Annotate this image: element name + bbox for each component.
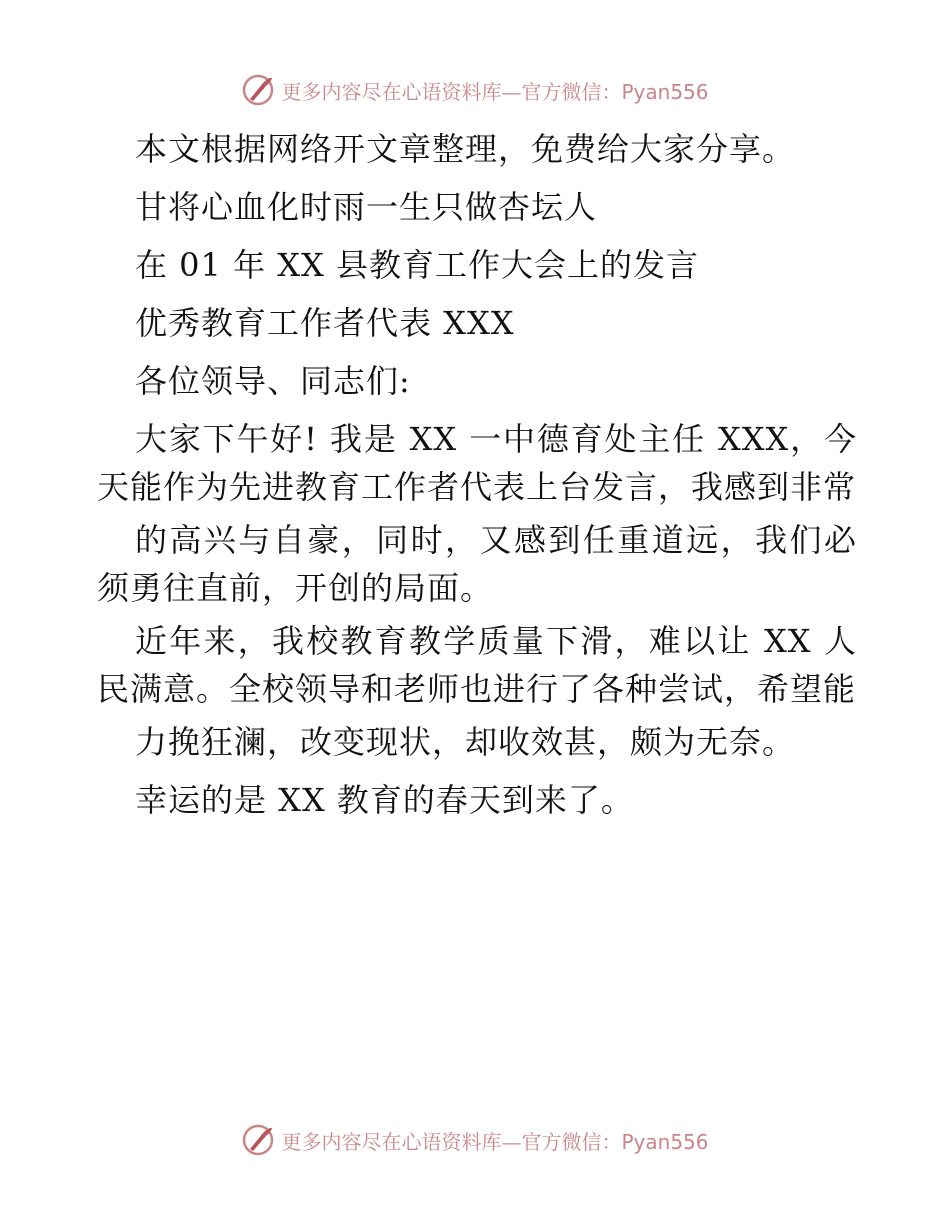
salutation: 各位领导、同志们: [135, 362, 411, 400]
quill-logo-icon [241, 1123, 275, 1157]
footer-watermark [0, 1120, 950, 1160]
paragraph: 力挽狂澜，改变现状，却收效甚，颇为无奈。 [135, 723, 796, 761]
speaker-line: 优秀教育工作者代表 XXX [135, 304, 515, 342]
quill-logo-icon [241, 73, 275, 107]
paragraph: 大家下午好! 我是 XX 一中德育处主任 XXX，今天能作为先进教育工作者代表上台发言，我感到非常 [97, 420, 857, 506]
paragraph: 近年来，我校教育教学质量下滑，难以让 XX 人民满意。全校领导和老师也进行了各种尝试，希望能 [97, 622, 857, 708]
watermark-wechat-id: Pyan556 [621, 1129, 709, 1154]
watermark-wechat-id: Pyan556 [621, 79, 709, 104]
watermark-text: 更多内容尽在心语资料库—官方微信：Pyan556 [281, 1129, 709, 1154]
watermark-text: 更多内容尽在心语资料库—官方微信：Pyan556 [281, 79, 709, 104]
closing-line: 幸运的是 XX 教育的春天到来了。 [135, 781, 634, 819]
document-body [97, 120, 857, 829]
paragraph: 的高兴与自豪，同时，又感到任重道远，我们必须勇往直前，开创的局面。 [97, 521, 857, 607]
document-subtitle: 在 01 年 XX 县教育工作大会上的发言 [135, 246, 699, 284]
header-watermark [0, 70, 950, 110]
intro-line: 本文根据网络开文章整理，免费给大家分享。 [135, 130, 796, 168]
document-title: 甘将心血化时雨一生只做杏坛人 [135, 188, 598, 226]
